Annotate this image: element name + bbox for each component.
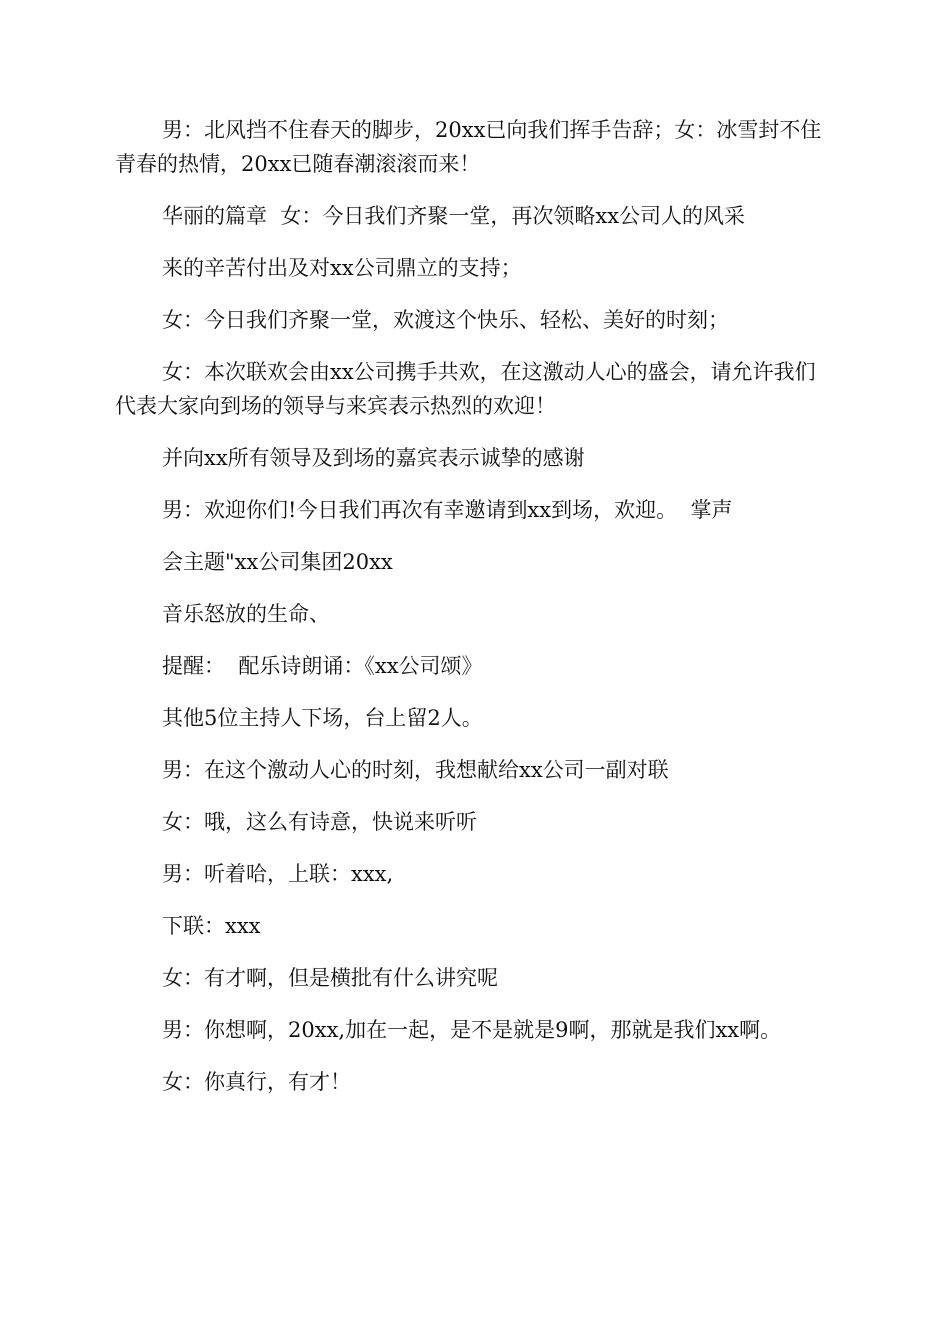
paragraph-6: 并向xx所有领导及到场的嘉宾表示诚挚的感谢 bbox=[162, 446, 585, 470]
paragraph-12: 男：在这个激动人心的时刻，我想献给xx公司一副对联 bbox=[162, 758, 669, 782]
document-body bbox=[115, 104, 830, 1108]
paragraph-15: 下联：xxx bbox=[162, 914, 261, 938]
paragraph-16: 女：有才啊，但是横批有什么讲究呢 bbox=[162, 966, 498, 990]
paragraph-1: 男：北风挡不住春天的脚步，20xx已向我们挥手告辞；女：冰雪封不住青春的热情，20xx已随春潮滚滚而来！ bbox=[115, 118, 822, 176]
paragraph-8: 会主题"xx公司集团20xx bbox=[162, 550, 393, 574]
paragraph-9: 音乐怒放的生命、 bbox=[162, 602, 330, 626]
paragraph-3: 来的辛苦付出及对xx公司鼎立的支持； bbox=[162, 256, 522, 280]
paragraph-5: 女：本次联欢会由xx公司携手共欢，在这激动人心的盛会，请允许我们代表大家向到场的领导与来宾表示热烈的欢迎！ bbox=[115, 360, 816, 418]
paragraph-13: 女：哦，这么有诗意，快说来听听 bbox=[162, 810, 477, 834]
paragraph-18: 女：你真行，有才！ bbox=[162, 1070, 351, 1094]
paragraph-10: 提醒： 配乐诗朗诵：《xx公司颂》 bbox=[162, 654, 483, 678]
paragraph-14: 男：听着哈，上联：xxx, bbox=[162, 862, 394, 886]
paragraph-17: 男：你想啊，20xx,加在一起，是不是就是9啊，那就是我们xx啊。 bbox=[162, 1018, 782, 1042]
paragraph-2: 华丽的篇章 女：今日我们齐聚一堂，再次领略xx公司人的风采 bbox=[162, 204, 746, 228]
paragraph-11: 其他5位主持人下场，台上留2人。 bbox=[162, 706, 483, 730]
paragraph-7: 男：欢迎你们!今日我们再次有幸邀请到xx到场，欢迎。 掌声 bbox=[162, 498, 733, 522]
paragraph-4: 女：今日我们齐聚一堂，欢渡这个快乐、轻松、美好的时刻； bbox=[162, 308, 729, 332]
